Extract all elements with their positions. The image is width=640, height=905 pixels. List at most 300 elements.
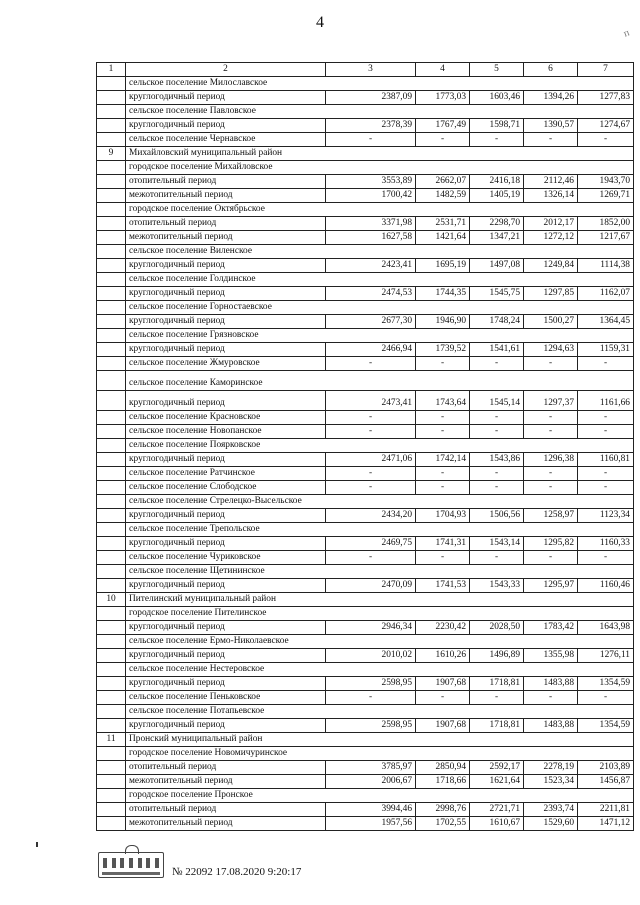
table-row [97,425,634,439]
row-number [97,551,126,565]
value-cell: 3371,98 [326,217,416,231]
value-cell: 1364,45 [578,315,634,329]
row-number [97,231,126,245]
row-number [97,77,126,91]
row-number [97,775,126,789]
page-number: 4 [316,14,324,31]
value-cell: 1610,26 [416,649,470,663]
table-row [97,719,634,733]
value-cell: 1162,07 [578,287,634,301]
row-number [97,357,126,371]
value-cell: 1471,12 [578,817,634,831]
value-cell: 1496,89 [470,649,524,663]
value-cell: - [524,425,578,439]
period-label: круглогодичный период [126,315,326,329]
value-cell: 1294,63 [524,343,578,357]
period-label: круглогодичный период [126,259,326,273]
period-label: сельское поселение Красновское [126,411,326,425]
district-row [97,147,634,161]
settlement-row [97,371,634,391]
value-cell: 1269,71 [578,189,634,203]
value-cell: 1621,64 [470,775,524,789]
entity-name: сельское поселение Щетининское [126,565,634,579]
entity-name: городское поселение Октябрьское [126,203,634,217]
value-cell: 1483,88 [524,719,578,733]
value-cell: 1390,57 [524,119,578,133]
header-cell: 2 [126,63,326,77]
tariff-table [96,62,634,831]
period-label: межотопительный период [126,189,326,203]
value-cell: 2598,95 [326,677,416,691]
value-cell: - [524,551,578,565]
value-cell: - [470,467,524,481]
value-cell: - [578,467,634,481]
value-cell: 1718,81 [470,677,524,691]
period-label: сельское поселение Пеньковское [126,691,326,705]
table-row [97,579,634,593]
row-number [97,217,126,231]
value-cell: 1354,59 [578,719,634,733]
value-cell: 1160,46 [578,579,634,593]
row-number [97,301,126,315]
row-number [97,663,126,677]
value-cell: - [326,551,416,565]
row-number [97,287,126,301]
value-cell: 2598,95 [326,719,416,733]
value-cell: 2473,41 [326,391,416,411]
period-label: межотопительный период [126,817,326,831]
period-label: круглогодичный период [126,537,326,551]
settlement-row [97,245,634,259]
value-cell: 2012,17 [524,217,578,231]
value-cell: - [578,425,634,439]
value-cell: 1114,38 [578,259,634,273]
value-cell: - [578,551,634,565]
value-cell: 2946,34 [326,621,416,635]
row-number [97,439,126,453]
entity-name: сельское поселение Стрелецко-Высельское [126,495,634,509]
table-header-row [97,63,634,77]
entity-name: сельское поселение Виленское [126,245,634,259]
value-cell: - [470,133,524,147]
value-cell: 1272,12 [524,231,578,245]
value-cell: - [416,133,470,147]
value-cell: - [470,425,524,439]
period-label: круглогодичный период [126,453,326,467]
value-cell: 1529,60 [524,817,578,831]
value-cell: - [524,691,578,705]
settlement-row [97,523,634,537]
value-cell: 1541,61 [470,343,524,357]
value-cell: 1545,75 [470,287,524,301]
settlement-row [97,329,634,343]
value-cell: 1741,31 [416,537,470,551]
settlement-row [97,161,634,175]
row-number [97,523,126,537]
value-cell: 1161,66 [578,391,634,411]
row-number [97,391,126,411]
value-cell: - [470,357,524,371]
value-cell: 2112,46 [524,175,578,189]
period-label: межотопительный период [126,231,326,245]
value-cell: 1742,14 [416,453,470,467]
entity-name: сельское поселение Павловское [126,105,634,119]
value-cell: 1743,64 [416,391,470,411]
table-row [97,803,634,817]
table-row [97,287,634,301]
value-cell: 2592,17 [470,761,524,775]
period-label: сельское поселение Жмуровское [126,357,326,371]
period-label: круглогодичный период [126,343,326,357]
value-cell: - [524,481,578,495]
settlement-row [97,301,634,315]
entity-name: сельское поселение Милославское [126,77,634,91]
value-cell: 1297,37 [524,391,578,411]
period-label: круглогодичный период [126,119,326,133]
table-row [97,551,634,565]
entity-name: сельское поселение Нестеровское [126,663,634,677]
value-cell: 2998,76 [416,803,470,817]
value-cell: 1610,67 [470,817,524,831]
value-cell: 1598,71 [470,119,524,133]
period-label: межотопительный период [126,775,326,789]
row-number [97,621,126,635]
table-row [97,537,634,551]
entity-name: сельское поселение Голдинское [126,273,634,287]
district-row [97,733,634,747]
header-cell: 6 [524,63,578,77]
value-cell: 1744,35 [416,287,470,301]
period-label: круглогодичный период [126,287,326,301]
settlement-row [97,607,634,621]
value-cell: 2010,02 [326,649,416,663]
table-row [97,817,634,831]
entity-name: сельское поселение Трепольское [126,523,634,537]
value-cell: 1627,58 [326,231,416,245]
value-cell: - [470,691,524,705]
value-cell: 1739,52 [416,343,470,357]
value-cell: 3785,97 [326,761,416,775]
value-cell: 2278,19 [524,761,578,775]
value-cell: - [326,133,416,147]
value-cell: - [326,691,416,705]
table-row [97,189,634,203]
settlement-row [97,789,634,803]
value-cell: 1852,00 [578,217,634,231]
row-number [97,635,126,649]
row-number [97,719,126,733]
value-cell: 1159,31 [578,343,634,357]
entity-name: сельское поселение Горностаевское [126,301,634,315]
table-row [97,259,634,273]
value-cell: - [416,481,470,495]
value-cell: 1748,24 [470,315,524,329]
value-cell: 2393,74 [524,803,578,817]
value-cell: 1907,68 [416,719,470,733]
table-row [97,649,634,663]
value-cell: 1355,98 [524,649,578,663]
value-cell: 1456,87 [578,775,634,789]
district-row [97,593,634,607]
value-cell: - [326,425,416,439]
value-cell: 2434,20 [326,509,416,523]
period-label: отопительный период [126,803,326,817]
table-row [97,391,634,411]
value-cell: 1276,11 [578,649,634,663]
period-label: круглогодичный период [126,649,326,663]
row-number [97,133,126,147]
period-label: круглогодичный период [126,509,326,523]
value-cell: 1297,85 [524,287,578,301]
entity-name: сельское поселение Грязновское [126,329,634,343]
archive-stamp-icon [98,852,164,878]
table-row [97,175,634,189]
row-number [97,425,126,439]
value-cell: 1543,33 [470,579,524,593]
value-cell: 1326,14 [524,189,578,203]
margin-mark [36,842,38,847]
row-number: 11 [97,733,126,747]
value-cell: 1295,97 [524,579,578,593]
row-number [97,411,126,425]
value-cell: 2423,41 [326,259,416,273]
row-number [97,273,126,287]
table-row [97,677,634,691]
value-cell: 1394,26 [524,91,578,105]
value-cell: 1258,97 [524,509,578,523]
table-row [97,621,634,635]
period-label: сельское поселение Слободское [126,481,326,495]
entity-name: сельское поселение Поярковское [126,439,634,453]
value-cell: 2298,70 [470,217,524,231]
row-number: 10 [97,593,126,607]
entity-name: сельское поселение Потапьевское [126,705,634,719]
entity-name: городское поселение Михайловское [126,161,634,175]
entity-name: сельское поселение Ермо-Николаевское [126,635,634,649]
settlement-row [97,747,634,761]
row-number [97,747,126,761]
value-cell: - [416,411,470,425]
value-cell: 2230,42 [416,621,470,635]
value-cell: - [524,133,578,147]
row-number [97,509,126,523]
table-row [97,91,634,105]
row-number [97,343,126,357]
period-label: круглогодичный период [126,579,326,593]
row-number [97,579,126,593]
row-number [97,537,126,551]
value-cell: 2466,94 [326,343,416,357]
value-cell: 1643,98 [578,621,634,635]
table-row [97,133,634,147]
entity-name: Пителинский муниципальный район [126,593,634,607]
period-label: сельское поселение Чернавское [126,133,326,147]
row-number [97,803,126,817]
value-cell: - [416,357,470,371]
entity-name: Пронский муниципальный район [126,733,634,747]
period-label: круглогодичный период [126,91,326,105]
period-label: сельское поселение Новопанское [126,425,326,439]
value-cell: 1957,56 [326,817,416,831]
value-cell: 1500,27 [524,315,578,329]
value-cell: - [470,481,524,495]
value-cell: 2470,09 [326,579,416,593]
header-cell: 4 [416,63,470,77]
value-cell: - [524,467,578,481]
table-row [97,453,634,467]
value-cell: - [524,357,578,371]
period-label: сельское поселение Ратчинское [126,467,326,481]
row-number [97,175,126,189]
value-cell: - [578,133,634,147]
value-cell: - [578,411,634,425]
period-label: круглогодичный период [126,719,326,733]
row-number [97,91,126,105]
period-label: отопительный период [126,175,326,189]
value-cell: 3994,46 [326,803,416,817]
value-cell: 2103,89 [578,761,634,775]
value-cell: - [326,467,416,481]
value-cell: 1907,68 [416,677,470,691]
value-cell: 1946,90 [416,315,470,329]
value-cell: - [326,481,416,495]
value-cell: 1767,49 [416,119,470,133]
settlement-row [97,77,634,91]
value-cell: 1249,84 [524,259,578,273]
value-cell: 2471,06 [326,453,416,467]
entity-name: сельское поселение Каморинское [126,371,634,391]
value-cell: 1783,42 [524,621,578,635]
value-cell: 1700,42 [326,189,416,203]
value-cell: 1497,08 [470,259,524,273]
row-number [97,453,126,467]
settlement-row [97,635,634,649]
value-cell: 1773,03 [416,91,470,105]
row-number [97,119,126,133]
value-cell: 2474,53 [326,287,416,301]
value-cell: 1543,86 [470,453,524,467]
value-cell: 2387,09 [326,91,416,105]
table-row [97,467,634,481]
table-row [97,761,634,775]
value-cell: 1704,93 [416,509,470,523]
table-row [97,217,634,231]
header-cell: 1 [97,63,126,77]
value-cell: - [578,357,634,371]
row-number [97,203,126,217]
row-number [97,705,126,719]
row-number [97,607,126,621]
row-number [97,161,126,175]
table-row [97,509,634,523]
period-label: сельское поселение Чуриковское [126,551,326,565]
settlement-row [97,565,634,579]
period-label: круглогодичный период [126,677,326,691]
row-number [97,245,126,259]
row-number [97,371,126,391]
table-row [97,691,634,705]
value-cell: 2211,81 [578,803,634,817]
value-cell: - [416,467,470,481]
value-cell: - [326,357,416,371]
table-row [97,315,634,329]
value-cell: 1523,34 [524,775,578,789]
table-row [97,119,634,133]
row-number [97,495,126,509]
value-cell: 1718,81 [470,719,524,733]
value-cell: 1354,59 [578,677,634,691]
row-number [97,105,126,119]
period-label: круглогодичный период [126,391,326,411]
value-cell: 1274,67 [578,119,634,133]
value-cell: 1482,59 [416,189,470,203]
value-cell: 1296,38 [524,453,578,467]
table-row [97,481,634,495]
value-cell: 1603,46 [470,91,524,105]
value-cell: - [524,411,578,425]
entity-name: городское поселение Пронское [126,789,634,803]
value-cell: 1718,66 [416,775,470,789]
row-number [97,789,126,803]
value-cell: 1405,19 [470,189,524,203]
value-cell: 3553,89 [326,175,416,189]
row-number [97,677,126,691]
period-label: отопительный период [126,217,326,231]
value-cell: - [416,425,470,439]
row-number [97,817,126,831]
value-cell: - [578,481,634,495]
row-number [97,565,126,579]
table-row [97,411,634,425]
value-cell: 1421,64 [416,231,470,245]
settlement-row [97,105,634,119]
row-number [97,259,126,273]
value-cell: 2378,39 [326,119,416,133]
entity-name: городское поселение Новомичуринское [126,747,634,761]
row-number: 9 [97,147,126,161]
value-cell: 1483,88 [524,677,578,691]
row-number [97,329,126,343]
value-cell: 1217,67 [578,231,634,245]
entity-name: городское поселение Пителинское [126,607,634,621]
row-number [97,691,126,705]
settlement-row [97,439,634,453]
settlement-row [97,495,634,509]
period-label: круглогодичный период [126,621,326,635]
settlement-row [97,705,634,719]
value-cell: - [416,551,470,565]
value-cell: 2416,18 [470,175,524,189]
table-row [97,231,634,245]
value-cell: 1543,14 [470,537,524,551]
row-number [97,189,126,203]
value-cell: 1347,21 [470,231,524,245]
header-cell: 5 [470,63,524,77]
header-cell: 3 [326,63,416,77]
value-cell: 1160,81 [578,453,634,467]
table-row [97,357,634,371]
settlement-row [97,273,634,287]
settlement-row [97,203,634,217]
entity-name: Михайловский муниципальный район [126,147,634,161]
row-number [97,761,126,775]
value-cell: - [578,691,634,705]
value-cell: 2028,50 [470,621,524,635]
value-cell: - [416,691,470,705]
period-label: отопительный период [126,761,326,775]
value-cell: 1741,53 [416,579,470,593]
value-cell: - [470,411,524,425]
